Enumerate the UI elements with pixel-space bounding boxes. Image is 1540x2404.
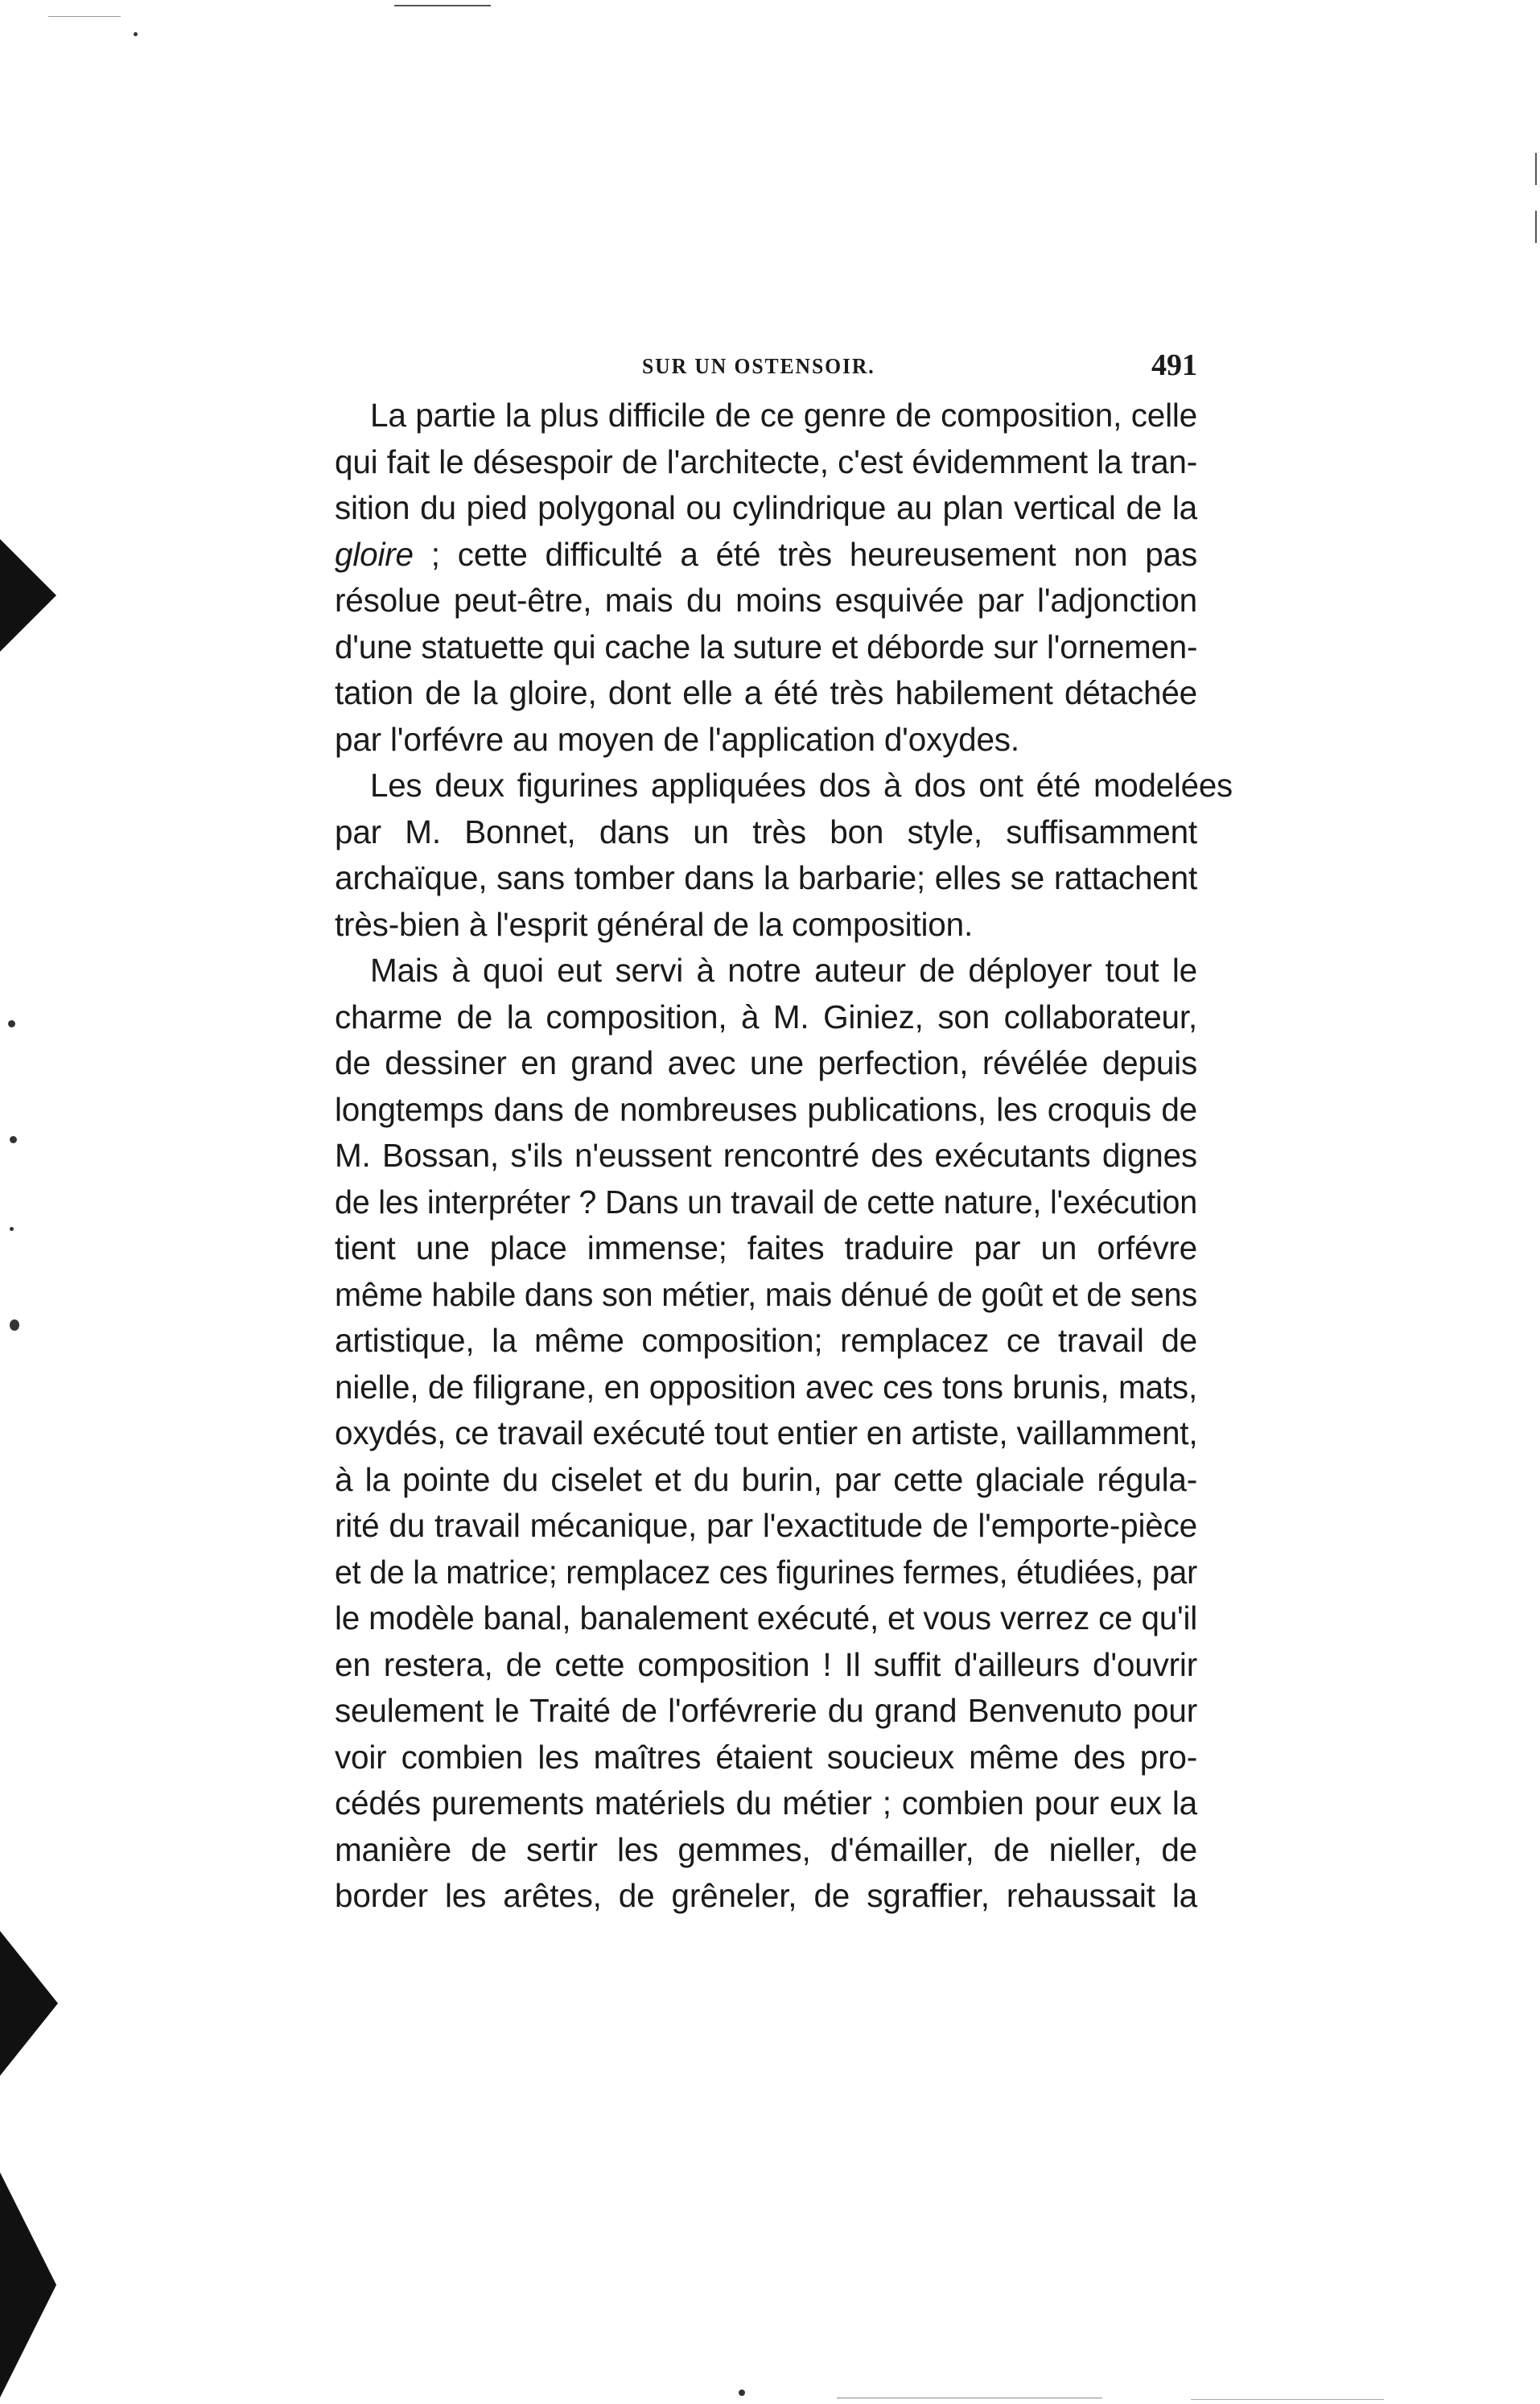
text-line: qui fait le désespoir de l'architecte, c'est évidemment la tran- — [335, 443, 1197, 480]
text-line: M. Bossan, s'ils n'eussent rencontré des exécutants dignes — [335, 1137, 1197, 1174]
text-line: tient une place immense; faites traduire par un orfévre — [335, 1229, 1197, 1266]
text-line: résolue peut-être, mais du moins esquivée par l'adjonction — [335, 582, 1197, 619]
scan-mark-right-1 — [1535, 153, 1537, 185]
running-head — [335, 348, 1197, 380]
speck — [10, 1136, 17, 1143]
italic-word: gloire — [335, 535, 414, 573]
speck — [10, 1227, 14, 1231]
text-line: par l'orfévre au moyen de l'application d'oxydes. — [335, 720, 1019, 758]
text-line: archaïque, sans tomber dans la barbarie; elles se rattachent — [335, 859, 1197, 896]
text-line: même habile dans son métier, mais dénué de goût et de sens — [335, 1275, 1198, 1313]
body-text — [335, 393, 1233, 1920]
text-line: de dessiner en grand avec une perfection, révélée depuis — [335, 1044, 1197, 1081]
text-line: à la pointe du ciselet et du burin, par cette glaciale régula- — [335, 1460, 1197, 1498]
scan-mark-right-2 — [1535, 211, 1537, 243]
speck — [8, 1020, 15, 1027]
text-line: voir combien les maîtres étaient soucieux même des pro- — [335, 1738, 1197, 1776]
text-line: par M. Bonnet, dans un très bon style, suffisamment — [335, 813, 1197, 850]
text-line: et de la matrice; remplacez ces figurines fermes, étudiées, par — [335, 1553, 1197, 1591]
paragraph-3 — [335, 948, 1197, 1920]
text-line: Les deux figurines appliquées dos à dos ont été modelées — [369, 767, 1233, 804]
text-line: La partie la plus difficile de ce genre de composition, celle — [370, 397, 1197, 434]
paragraph-1 — [335, 393, 1197, 763]
scan-mark-bottom-right — [1191, 2399, 1384, 2400]
text-line: d'une statuette qui cache la suture et déborde sur l'ornemen- — [335, 628, 1198, 665]
text-line: seulement le Traité de l'orfévrerie du grand Benvenuto pour — [335, 1692, 1197, 1729]
text-line: de les interpréter ? Dans un travail de cette nature, l'exécution — [335, 1183, 1198, 1221]
text-line: oxydés, ce travail exécuté tout entier en artiste, vaillamment, — [335, 1414, 1198, 1451]
scan-mark-top-left — [48, 16, 121, 17]
text-line: le modèle banal, banalement exécuté, et vous verrez ce qu'il — [335, 1599, 1198, 1636]
left-edge-shadow-3 — [0, 2172, 56, 2398]
page-number: 491 — [1151, 348, 1197, 382]
running-head-title: SUR UN OSTENSOIR. — [642, 354, 875, 378]
left-edge-shadow-1 — [0, 539, 56, 652]
left-edge-shadow-2 — [0, 1931, 58, 2076]
text-line: manière de sertir les gemmes, d'émailler, de nieller, de — [335, 1830, 1197, 1868]
text-line: artistique, la même composition; remplacez ce travail de — [335, 1322, 1197, 1359]
text-line: nielle, de filigrane, en opposition avec ces tons brunis, mats, — [335, 1368, 1197, 1406]
speck — [134, 32, 138, 36]
text-line: charme de la composition, à M. Giniez, son collaborateur, — [335, 998, 1197, 1035]
text-line: rité du travail mécanique, par l'exactitude de l'emporte-pièce — [335, 1507, 1197, 1544]
speck — [10, 1319, 19, 1331]
speck — [739, 2390, 745, 2396]
text-line: longtemps dans de nombreuses publications, les croquis de — [335, 1090, 1197, 1128]
text-line: très-bien à l'esprit général de la composition. — [335, 905, 974, 943]
paragraph-2 — [335, 763, 1233, 948]
text-line: en restera, de cette composition ! Il suffit d'ailleurs d'ouvrir — [335, 1645, 1197, 1683]
scan-mark-top — [394, 5, 491, 6]
text-line: cédés purements matériels du métier ; combien pour eux la — [335, 1784, 1197, 1822]
text-line: gloire ; cette difficulté a été très heureusement non pas — [335, 535, 1197, 573]
text-line: tation de la gloire, dont elle a été très habilement détachée — [335, 674, 1197, 711]
text-line: border les arêtes, de grêneler, de sgraffier, rehaussait la — [335, 1877, 1197, 1914]
text-line: sition du pied polygonal ou cylindrique au plan vertical de la — [335, 489, 1197, 526]
text-line: Mais à quoi eut servi à notre auteur de déployer tout le — [370, 952, 1197, 989]
